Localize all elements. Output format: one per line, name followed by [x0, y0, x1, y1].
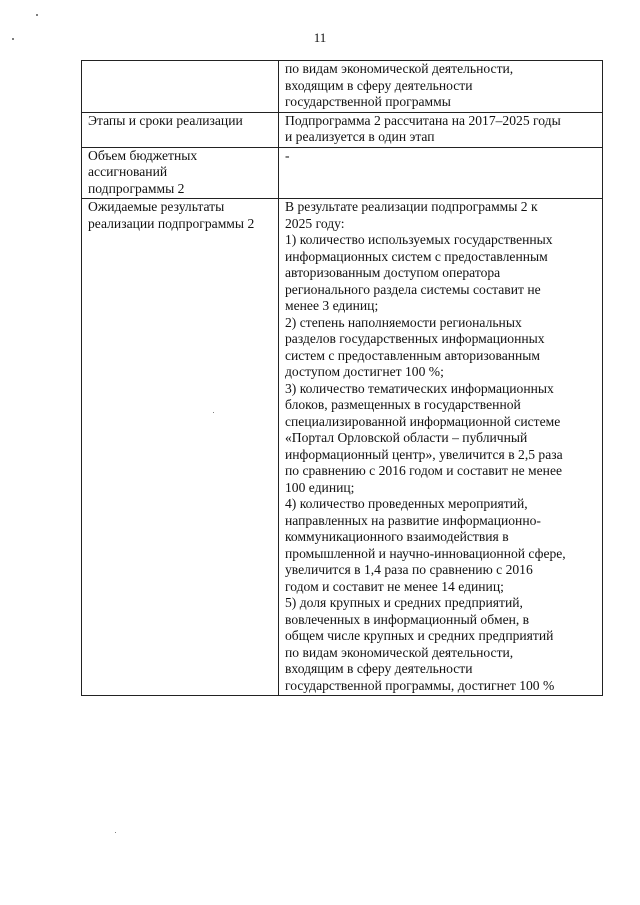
row-value-line: информационных систем с предоставленным — [285, 248, 548, 264]
row-value-line: 5) доля крупных и средних предприятий, — [285, 595, 523, 610]
scan-speck — [115, 832, 116, 833]
row-value-line: менее 3 единиц; — [285, 298, 379, 313]
passport-table — [81, 60, 603, 696]
row-value-line: 1) количество используемых государственных — [285, 232, 553, 247]
row-label-line: ассигнований — [88, 164, 168, 179]
page-number: 11 — [313, 30, 327, 45]
row-value-line: входящим в сферу деятельности — [285, 661, 473, 676]
row-value-cell — [279, 112, 603, 147]
row-value-line: В результате реализации подпрограммы 2 к — [285, 199, 538, 214]
row-label-cell — [82, 147, 279, 199]
row-value-line: систем с предоставленным авторизованным — [285, 347, 541, 363]
row-value-cell — [279, 61, 603, 113]
row-value-line: 4) количество проведенных мероприятий, — [285, 496, 528, 511]
row-value-line: направленных на развитие информационно- — [285, 512, 541, 528]
table-row — [82, 112, 603, 147]
table-row — [82, 61, 603, 113]
row-value-line: по сравнению с 2016 годом и составит не менее — [285, 463, 563, 478]
row-value-line: авторизованным доступом оператора — [285, 265, 501, 280]
row-value-line: общем числе крупных и средних предприятий — [285, 628, 554, 643]
table-row — [82, 199, 603, 696]
table-body — [82, 61, 603, 696]
row-value-line: разделов государственных информационных — [285, 331, 545, 346]
table-row — [82, 147, 603, 199]
row-value-line: 100 единиц; — [285, 479, 355, 495]
row-value-line: специализированной информационной системе — [285, 413, 561, 429]
row-value-line: «Портал Орловской области – публичный — [285, 430, 528, 445]
row-label-cell — [82, 199, 279, 696]
row-value-line: 3) количество тематических информационных — [285, 380, 554, 396]
row-value-line: государственной программы, достигнет 100 % — [285, 677, 555, 693]
row-value-line: годом и составит не менее 14 единиц; — [285, 578, 504, 594]
row-label-cell — [82, 61, 279, 113]
row-label-line: Этапы и сроки реализации — [88, 112, 243, 128]
row-value-line: доступом достигнет 100 %; — [285, 364, 444, 379]
row-label-cell — [82, 112, 279, 147]
row-value-line: вовлеченных в информационный обмен, в — [285, 611, 530, 627]
row-label-line: Ожидаемые результаты — [88, 199, 225, 214]
row-value-line: и реализуется в один этап — [285, 129, 435, 144]
row-value-line: по видам экономической деятельности, — [285, 644, 514, 660]
row-label-line: Объем бюджетных — [88, 147, 198, 163]
row-value-line: - — [285, 147, 290, 163]
row-value-line: увеличится в 1,4 раза по сравнению с 2016 — [285, 562, 533, 577]
scan-speck — [12, 38, 14, 40]
scan-speck — [36, 14, 38, 16]
row-value-line: промышленной и научно-инновационной сфере, — [285, 545, 566, 561]
row-value-line: блоков, размещенных в государственной — [285, 397, 521, 412]
row-label-line: подпрограммы 2 — [88, 180, 185, 196]
row-value-line: по видам экономической деятельности, — [285, 61, 514, 76]
row-value-line: Подпрограмма 2 рассчитана на 2017–2025 годы — [285, 112, 561, 128]
row-value-line: коммуникационного взаимодействия в — [285, 529, 509, 544]
row-value-line: информационный центр», увеличится в 2,5 раза — [285, 446, 563, 462]
row-value-line: 2025 году: — [285, 215, 345, 231]
row-value-cell — [279, 147, 603, 199]
row-value-cell — [279, 199, 603, 696]
row-value-line: 2) степень наполняемости региональных — [285, 314, 522, 330]
row-label-line: реализации подпрограммы 2 — [88, 215, 255, 231]
row-value-line: государственной программы — [285, 94, 451, 109]
row-value-line: входящим в сферу деятельности — [285, 77, 473, 93]
row-value-line: регионального раздела системы составит не — [285, 281, 541, 297]
